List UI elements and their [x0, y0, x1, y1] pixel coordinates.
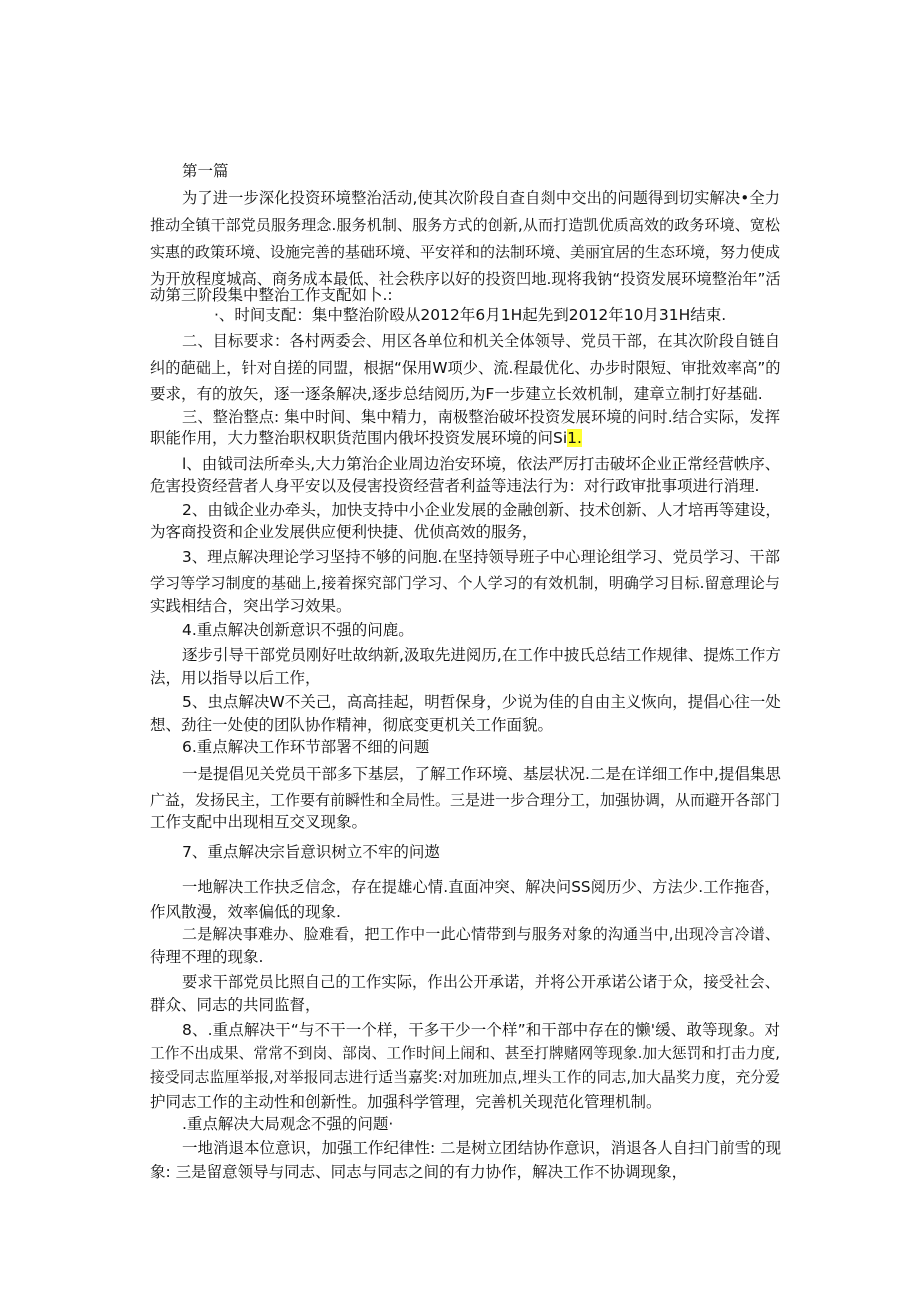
para-line-6: ·、时间支配：集中整治阶殴从2012年6月1H起先到2012年10月31H结束. [214, 306, 727, 324]
para-line-13: 危害投资经营者人身平安以及侵害投资经营者利益等违法行为：对行政审批事项进行消理. [150, 477, 760, 495]
para-line-30: 作风散漫，效率偏低的现象. [150, 903, 341, 921]
para-line-11 [150, 426, 582, 450]
para-line-32: 待理不理的现象. [150, 948, 264, 966]
para-line-39: .重点解决大局观念不强的问题· [182, 1115, 394, 1133]
para-line-36: 工作不出成果、常常不到岗、部岗、工作时间上闹和、甚至打牌赌网等现象.加大惩罚和打击力度, [150, 1045, 780, 1062]
highlight-mark: 1. [567, 429, 582, 447]
para-line-18: 实践相结合，突出学习效果。 [150, 597, 352, 615]
para-line-33: 要求干部党员比照自己的工作实际，作出公开承诺，并将公开承诺公诸于众，接受社会、 [182, 973, 780, 991]
para-line-41: 象: 三是留意领导与同志、同志与同志之间的有力协作，解决工作不协调现象， [150, 1163, 688, 1181]
para-line-1: 为了进一步深化投资环境整治活动,使其次阶段自查自剡中交出的问题得到切实解决•全力 [182, 189, 780, 207]
para-line-34: 群众、同志的共同监督， [150, 996, 321, 1014]
para-line-12: l、由钺司法所牵头,大力第治企业周边治安环境，依法严厉打击破坏企业正常经营帙序、 [182, 455, 781, 473]
para-line-16: 3、理点解决理论学习坚持不够的问胞.在坚持领导班子中心理论组学习、党员学习、干部 [182, 548, 780, 566]
para-line-40: 一地消退本位意识，加强工作纪律性: 二是树立团结协作意识，消退各人自扫门前雪的现 [182, 1139, 782, 1157]
para-line-20: 逐步引导干部党员刚好吐故纳新,汲取先进阅历,在工作中披氏总结工作规律、提炼工作方 [182, 646, 781, 664]
para-line-17: 学习等学习制度的基础上,接着探究部门学习、个人学习的有效机制，明确学习目标.留意理论与 [150, 574, 780, 592]
para-line-35: 8、.重点解决干“与不干一个样，干多干少一个样”和干部中存在的懒'缓、敢等现象。对 [182, 1021, 780, 1039]
para-line-7: 二、目标要求：各村两委会、用区各单位和机关全体领导、党员干部，在其次阶段自链自 [182, 332, 780, 350]
para-line-15: 为客商投资和企业发展供应便利快捷、优侦高效的服务， [150, 523, 538, 541]
para-line-24: 6.重点解决工作环节部署不细的问题 [182, 738, 430, 756]
para-line-37: 接受同志监厘举报,对举报同志进行适当嘉奖:对加班加点,埋头工作的同志,加大晶奖力度，充分爱 [150, 1069, 780, 1086]
para-line-5: 动第三阶段集中整治工作支配如卜.: [150, 286, 393, 304]
para-line-4: 为开放程度城高、商务成本最低、社会秩序以好的投资凹地.现将我钠“投资发展环境整治年”活 [150, 270, 781, 288]
document-heading: 第一篇 [182, 162, 229, 180]
para-line-38: 护同志工作的主动性和创新性。加强科学管理，完善机关现范化管理机制。 [150, 1093, 662, 1111]
para-line-11-text: 职能作用，大力整治职权职货范围内俄坏投资发展环境的问Si [150, 429, 568, 447]
para-line-28: 7、重点解决宗旨意识树立不牢的问遨 [182, 843, 440, 861]
para-line-31: 二是解决事难办、脸难看，把工作中一此心情带到与服务对象的沟通当中,出现冷言冷谱、 [182, 925, 780, 943]
para-line-22: 5、虫点解决W不关己，高高挂起，明哲保身，少说为佳的自由主义恢向，提倡心往一处 [182, 693, 781, 711]
para-line-19: 4.重点解决创新意识不强的问鹿。 [182, 621, 414, 639]
para-line-9: 要求，有的放矢，逐一逐条解决,逐步总结阅历,为F一步建立长效机制，建章立制打好基础. [150, 385, 763, 403]
para-line-23: 想、劲往一处使的团队协作精神，彻底变更机关工作面貌。 [150, 716, 554, 734]
para-line-21: 法，用以指导以后工作， [150, 669, 321, 687]
para-line-14: 2、由钺企业办牵头，加快支持中小企业发展的金融创新、技术创新、人才培再等建设， [182, 501, 781, 519]
para-line-27: 工作支配中出现相互交叉现象。 [150, 813, 368, 831]
para-line-8: 纠的葩础上，针对自搓的同盟，根据“保用W项少、流.程最优化、办步时限短、审批效率高”的 [150, 359, 781, 377]
para-line-2: 推动全镇干部党员服务理念.服务机制、服务方式的创新,从而打造凯优质高效的政务环境、宽松 [150, 216, 780, 234]
para-line-25: 一是提倡见关党员干部多下基层，了解工作环境、基层状况.二是在详细工作中,提倡集思 [182, 765, 781, 783]
para-line-3: 实惠的政策环境、设施完善的基础环境、平安祥和的法制环境、美丽宜居的生态环境，努力使成 [150, 243, 781, 261]
para-line-10: 三、整治整点: 集中时间、集中精力，南极整治破坏投资发展环境的问时.结合实际，发挥 [182, 408, 780, 426]
para-line-29: 一地解决工作抉乏信念，存在提雄心情.直面冲突、解决问SS阅历少、方法少.工作拖沓， [182, 878, 780, 896]
para-line-26: 广益，发扬民主，工作要有前瞬性和全局性。三是进一步合理分工，加强协调，从而避开各部门 [150, 791, 781, 809]
